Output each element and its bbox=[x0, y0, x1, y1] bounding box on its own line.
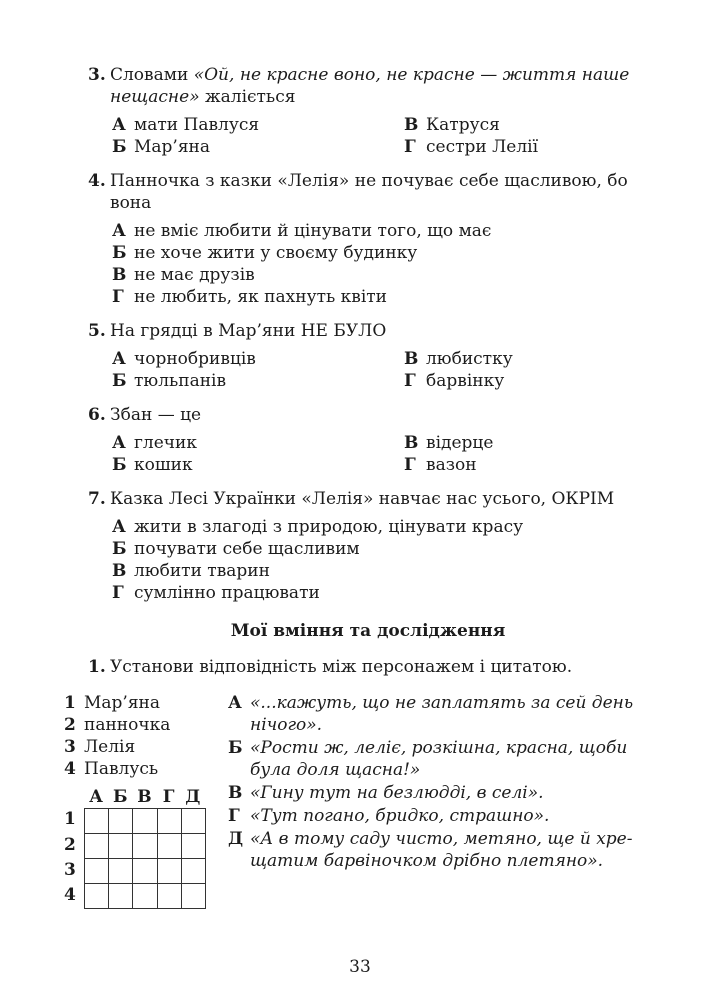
grid-cell[interactable] bbox=[133, 859, 157, 884]
grid-cell[interactable] bbox=[158, 859, 182, 884]
quote-item: В «Гину тут на безлюдді, в селі». bbox=[228, 783, 544, 803]
grid-col-label: Б bbox=[113, 787, 128, 807]
matching-task bbox=[64, 656, 648, 909]
question-5 bbox=[88, 320, 648, 392]
grid-cell[interactable] bbox=[182, 884, 206, 909]
option: Г сумлінно працювати bbox=[112, 583, 320, 603]
question-number: 5. bbox=[88, 321, 106, 341]
character-item: 1 Мар’яна bbox=[64, 693, 161, 713]
options bbox=[112, 220, 648, 308]
grid-cell[interactable] bbox=[158, 834, 182, 859]
grid-cell[interactable] bbox=[158, 884, 182, 909]
character-item: 4 Павлусь bbox=[64, 759, 159, 779]
grid-cell[interactable] bbox=[85, 884, 109, 909]
question-text: Панночка з казки «Лелія» не почуває себе щасливою, бо вона bbox=[110, 171, 628, 213]
grid-row: 3 bbox=[64, 859, 228, 884]
matching-block bbox=[64, 692, 648, 909]
answer-grid bbox=[64, 786, 228, 909]
grid-col-label: Д bbox=[185, 787, 201, 807]
question-3 bbox=[88, 64, 648, 158]
grid-col-label: А bbox=[89, 787, 104, 807]
page-number: 33 bbox=[349, 957, 371, 977]
quote-item: Б «Рости ж, леліє, розкішна, красна, щоби була доля щасна!» bbox=[228, 738, 628, 780]
question-6 bbox=[88, 404, 648, 476]
options bbox=[112, 114, 648, 158]
grid-cell[interactable] bbox=[182, 809, 206, 834]
answer-grid-header bbox=[84, 786, 228, 808]
option: В любистку bbox=[404, 349, 513, 369]
grid-cell[interactable] bbox=[85, 859, 109, 884]
answer-grid-body bbox=[64, 808, 228, 909]
question-number: 6. bbox=[88, 405, 106, 425]
grid-row: 1 bbox=[64, 808, 228, 834]
option: Б кошик bbox=[112, 455, 193, 475]
question-7 bbox=[88, 488, 648, 604]
question-text: Збан — це bbox=[110, 405, 202, 425]
grid-cell[interactable] bbox=[109, 859, 133, 884]
section-title: Мої вміння та дослідження bbox=[230, 621, 506, 641]
options bbox=[112, 516, 648, 604]
option: А не вміє любити й цінувати того, що має bbox=[112, 221, 492, 241]
grid-cell[interactable] bbox=[133, 884, 157, 909]
grid-cell[interactable] bbox=[109, 884, 133, 909]
grid-cell[interactable] bbox=[85, 834, 109, 859]
option: Г не любить, як пахнуть квіти bbox=[112, 287, 387, 307]
options bbox=[112, 432, 648, 476]
grid-cell[interactable] bbox=[109, 834, 133, 859]
option: Г сестри Лелії bbox=[404, 137, 539, 157]
option: А глечик bbox=[112, 433, 197, 453]
question-text: На грядці в Мар’яни НЕ БУЛО bbox=[110, 321, 387, 341]
grid-cell[interactable] bbox=[182, 859, 206, 884]
option: В любити тварин bbox=[112, 561, 270, 581]
question-text: Словами «Ой, не красне воно, не красне — життя наше нещасне» жаліється bbox=[110, 65, 630, 107]
option: Б не хоче жити у своєму будинку bbox=[112, 243, 418, 263]
option: Б тюльпанів bbox=[112, 371, 227, 391]
options bbox=[112, 348, 648, 392]
characters-column bbox=[64, 692, 228, 909]
grid-col-label: В bbox=[137, 787, 152, 807]
character-item: 3 Лелія bbox=[64, 737, 136, 757]
grid-cell[interactable] bbox=[109, 809, 133, 834]
grid-cell[interactable] bbox=[133, 809, 157, 834]
grid-cell[interactable] bbox=[158, 809, 182, 834]
option: А жити в злагоді з природою, цінувати красу bbox=[112, 517, 524, 537]
option: Г вазон bbox=[404, 455, 477, 475]
option: В Катруся bbox=[404, 115, 500, 135]
quote-item: А «...кажуть, що не заплатять за сей день нічого». bbox=[228, 693, 634, 735]
grid-row: 2 bbox=[64, 834, 228, 859]
question-number: 3. bbox=[88, 65, 106, 85]
grid-cell[interactable] bbox=[133, 834, 157, 859]
question-number: 4. bbox=[88, 171, 106, 191]
quote-item: Г «Тут погано, бридко, страшно». bbox=[228, 806, 550, 826]
quote-italic: «Ой, не красне воно, не красне — життя наше нещасне» bbox=[110, 65, 630, 107]
quote-item: Д «А в тому саду чисто, метяно, ще й хре-щатим барвіночком дрібно плетяно». bbox=[228, 829, 633, 871]
question-number: 7. bbox=[88, 489, 106, 509]
option: Б почувати себе щасливим bbox=[112, 539, 360, 559]
option: А чорнобривців bbox=[112, 349, 256, 369]
question-text: Казка Лесі Українки «Лелія» навчає нас усього, ОКРІМ bbox=[110, 489, 615, 509]
page-content bbox=[64, 64, 648, 909]
grid-row: 4 bbox=[64, 884, 228, 909]
grid-cell[interactable] bbox=[182, 834, 206, 859]
quotes-column bbox=[228, 692, 648, 909]
grid-cell[interactable] bbox=[85, 809, 109, 834]
option: Г барвінку bbox=[404, 371, 505, 391]
option: В відерце bbox=[404, 433, 494, 453]
option: А мати Павлуся bbox=[112, 115, 260, 135]
option: В не має друзів bbox=[112, 265, 255, 285]
question-4 bbox=[88, 170, 648, 308]
character-item: 2 панночка bbox=[64, 715, 171, 735]
task-number: 1. bbox=[88, 657, 106, 677]
option: Б Мар’яна bbox=[112, 137, 211, 157]
task-text: Установи відповідність між персонажем і цитатою. bbox=[110, 657, 573, 677]
grid-col-label: Г bbox=[162, 787, 175, 807]
